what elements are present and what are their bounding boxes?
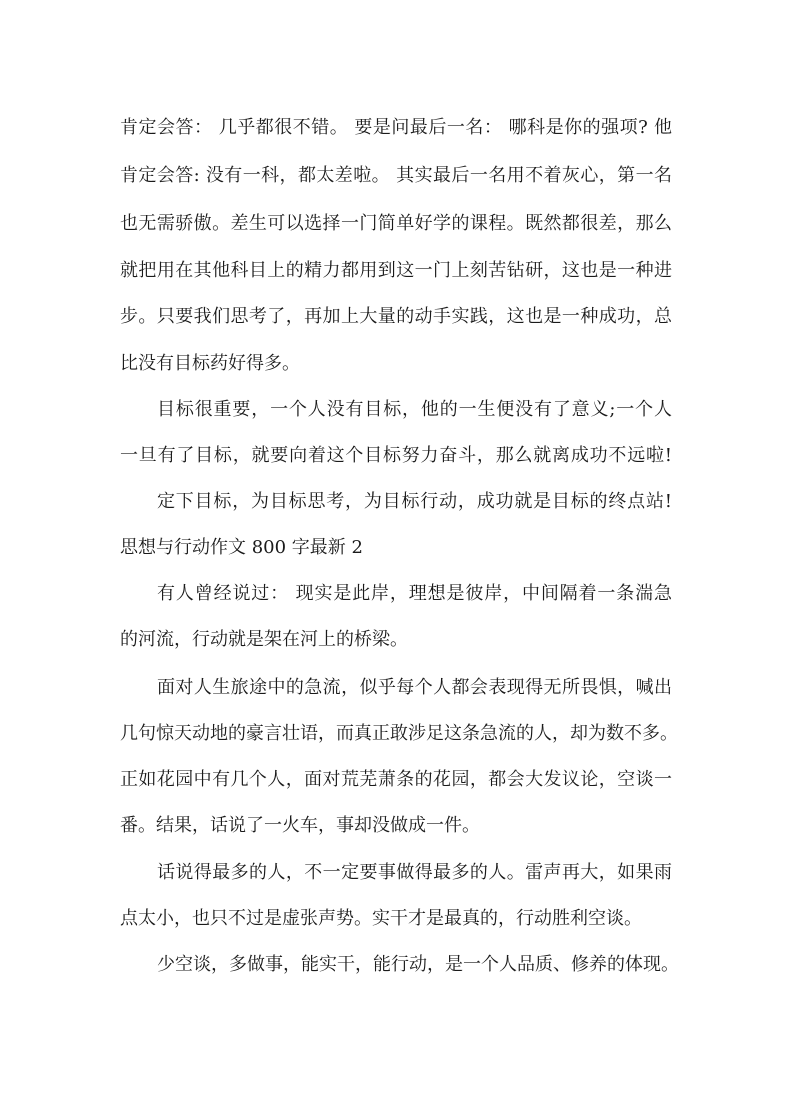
text-line: 几句惊天动地的豪言壮语，而真正敢涉足这条急流的人，却为数不多。 <box>120 723 678 744</box>
text-line: 步。只要我们思考了，再加上大量的动手实践，这也是一种成功，总 <box>120 306 672 327</box>
text-line: 就把用在其他科目上的精力都用到这一门上刻苦钻研，这也是一种进 <box>120 260 672 281</box>
text-line: 番。结果，话说了一火车，事却没做成一件。 <box>120 815 480 836</box>
text-line: 也无需骄傲。差生可以选择一门简单好学的课程。既然都很差，那么 <box>120 213 672 234</box>
paragraph-first-line: 话说得最多的人，不一定要事做得最多的人。雷声再大，如果雨 <box>157 862 672 883</box>
text-line: 肯定会答： 几乎都很不错。 要是问最后一名： 哪科是你的强项? 他 <box>120 117 672 138</box>
text-line: 点太小，也只不过是虚张声势。实干才是最真的，行动胜利空谈。 <box>120 908 642 929</box>
paragraph-first-line: 目标很重要，一个人没有目标，他的一生便没有了意义;一个人 <box>157 399 672 420</box>
paragraph-first-line: 少空谈，多做事，能实干，能行动，是一个人品质、修养的体现。 <box>157 954 679 975</box>
paragraph-first-line: 定下目标，为目标思考，为目标行动，成功就是目标的终点站! <box>157 491 672 512</box>
text-line: 比没有目标药好得多。 <box>120 353 300 374</box>
paragraph-first-line: 有人曾经说过： 现实是此岸，理想是彼岸，中间隔着一条湍急 <box>157 583 672 604</box>
section-heading: 思想与行动作文 800 字最新 2 <box>120 537 363 558</box>
text-line: 的河流，行动就是架在河上的桥梁。 <box>120 629 408 650</box>
paragraph-first-line: 面对人生旅途中的急流，似乎每个人都会表现得无所畏惧，喊出 <box>157 677 672 698</box>
text-line: 一旦有了目标，就要向着这个目标努力奋斗，那么就离成功不远啦! <box>120 445 672 466</box>
text-line: 正如花园中有几个人，面对荒芜萧条的花园，都会大发议论，空谈一 <box>120 769 672 790</box>
text-line: 肯定会答: 没有一科，都太差啦。 其实最后一名用不着灰心，第一名 <box>120 165 672 186</box>
